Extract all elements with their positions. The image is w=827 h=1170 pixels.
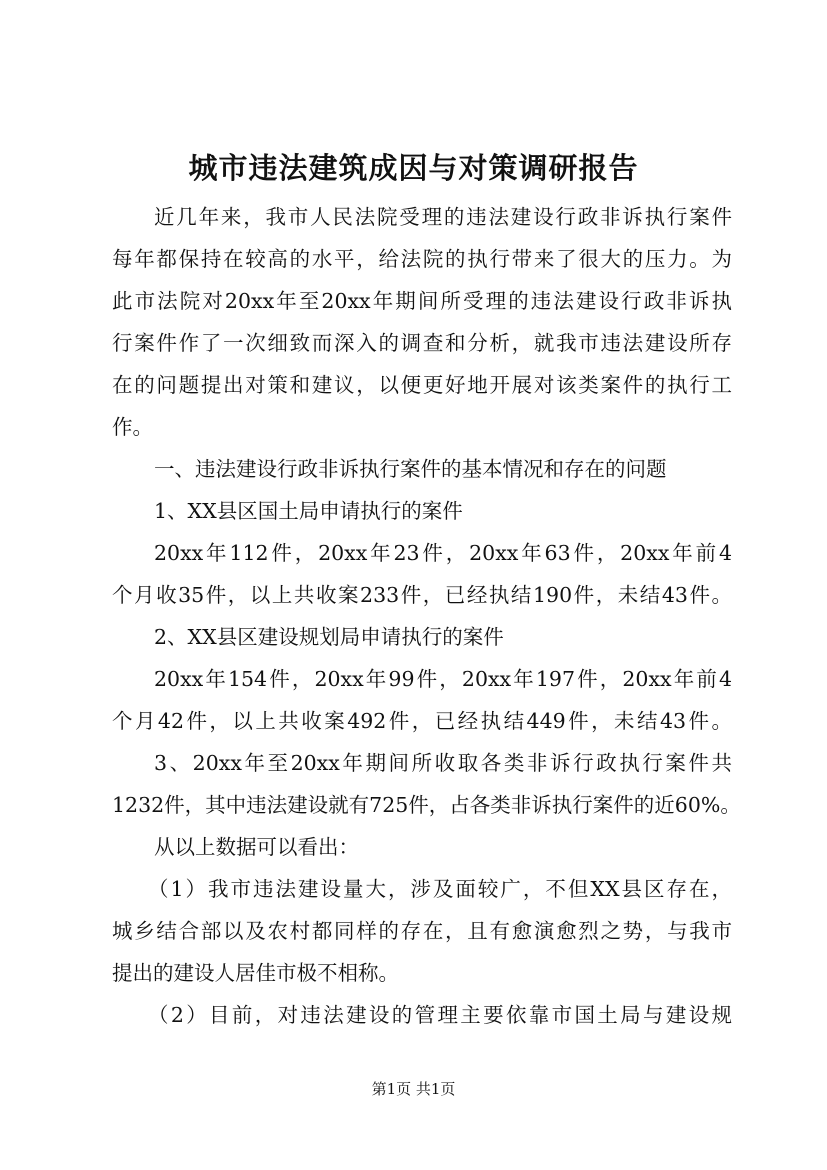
paragraph-line: 提出的建设人居佳市极不相称。 [112,961,399,985]
paragraph-line: 3、20xx年至20xx年期间所收取各类非诉行政执行案件共 [154,751,732,775]
paragraph-line: 在的问题提出对策和建议，以便更好地开展对该类案件的执行工 [112,373,732,397]
paragraph-line: （1）我市违法建设量大，涉及面较广，不但XX县区存在， [148,877,732,901]
paragraph-line: 20xx年154件，20xx年99件，20xx年197件，20xx年前4 [154,667,732,691]
paragraph-line: 行案件作了一次细致而深入的调查和分析，就我市违法建设所存 [112,331,732,355]
paragraph-line: 每年都保持在较高的水平，给法院的执行带来了很大的压力。为 [112,247,732,271]
paragraph-line: （2）目前，对违法建设的管理主要依靠市国土局与建设规 [148,1003,732,1027]
paragraph-line: 个月42件，以上共收案492件，已经执结449件，未结43件。 [112,709,732,733]
paragraph-line: 近几年来，我市人民法院受理的违法建设行政非诉执行案件 [154,205,732,229]
paragraph-line: 20xx年112件，20xx年23件，20xx年63件，20xx年前4 [154,541,732,565]
paragraph-line: 此市法院对20xx年至20xx年期间所受理的违法建设行政非诉执 [112,289,732,313]
section-heading: 一、违法建设行政非诉执行案件的基本情况和存在的问题 [154,457,667,481]
page-footer: 第1页 共1页 [371,1080,456,1098]
paragraph-line: 作。 [112,415,153,439]
subsection-heading: 1、XX县区国土局申请执行的案件 [154,499,463,523]
subsection-heading: 2、XX县区建设规划局申请执行的案件 [154,625,504,649]
paragraph-line: 1232件，其中违法建设就有725件，占各类非诉执行案件的近60%。 [112,793,741,817]
paragraph-line: 城乡结合部以及农村都同样的存在，且有愈演愈烈之势，与我市 [112,919,732,943]
document-title: 城市违法建筑成因与对策调研报告 [188,151,639,185]
paragraph-line: 从以上数据可以看出： [154,835,359,859]
paragraph-line: 个月收35件，以上共收案233件，已经执结190件，未结43件。 [112,583,732,607]
